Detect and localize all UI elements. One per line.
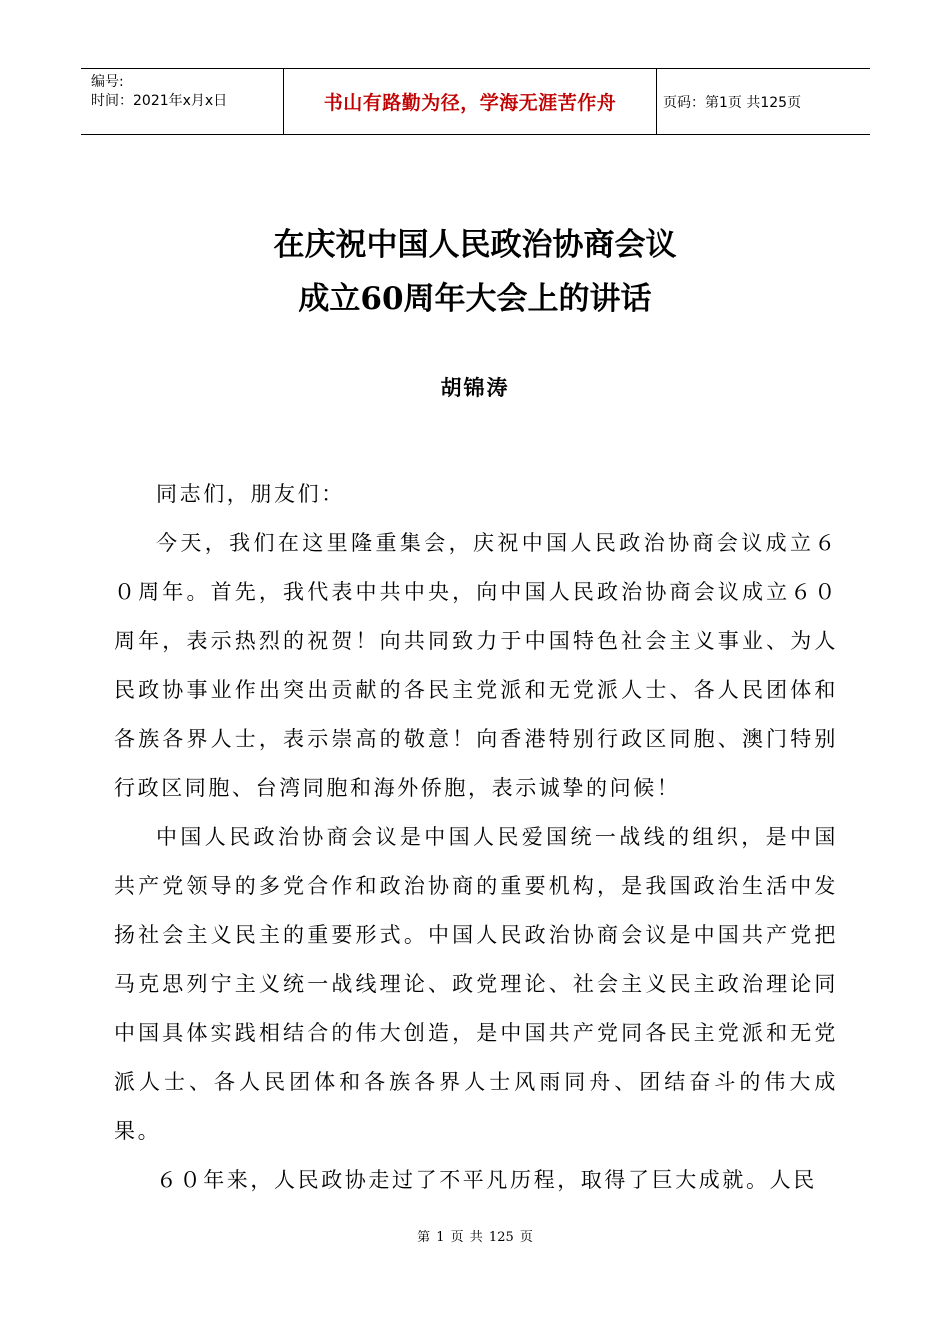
header-meta-cell (81, 69, 283, 134)
header-motto-cell (283, 69, 657, 134)
document-author: 胡锦涛 (440, 375, 510, 400)
title-line-1: 在庆祝中国人民政治协商会议 (273, 227, 677, 263)
paragraph: 今天，我们在这里隆重集会，庆祝中国人民政治协商会议成立６０周年。首先，我代表中共中央，向中国人民政治协商会议成立６０周年，表示热烈的祝贺！向共同致力于中国特色社会主义事业、为人民政协事业作出突出贡献的各民主党派和无党派人士、各人民团体和各族各界人士，表示崇高的敬意！向香港特别行政区同胞、澳门特别行政区同胞、台湾同胞和海外侨胞，表示诚挚的问候！ (114, 531, 838, 800)
paragraph: 中国人民政治协商会议是中国人民爱国统一战线的组织，是中国共产党领导的多党合作和政治协商的重要机构，是我国政治生活中发扬社会主义民主的重要形式。中国人民政治协商会议是中国共产党把马克思列宁主义统一战线理论、政党理论、社会主义民主政治理论同中国具体实践相结合的伟大创造，是中国共产党同各民主党派和无党派人士、各人民团体和各族各界人士风雨同舟、团结奋斗的伟大成果。 (114, 825, 838, 1143)
document-number-label: 编号: (91, 74, 124, 90)
document-time-label: 时间：2021年x月x日 (91, 93, 228, 109)
document-body (114, 470, 838, 1205)
header-page-number: 页码：第1页 共125页 (663, 94, 802, 111)
document-header (81, 68, 870, 135)
page-footer: 第 1 页 共 125 页 (417, 1230, 533, 1245)
paragraph-salutation: 同志们，朋友们： (156, 482, 345, 506)
title-line-2: 成立60周年大会上的讲话 (298, 281, 652, 317)
header-motto: 书山有路勤为径，学海无涯苦作舟 (323, 92, 617, 114)
document-title (0, 218, 950, 326)
header-page-cell (657, 69, 870, 134)
paragraph: ６０年来，人民政协走过了不平凡历程，取得了巨大成就。人民 (156, 1168, 817, 1192)
